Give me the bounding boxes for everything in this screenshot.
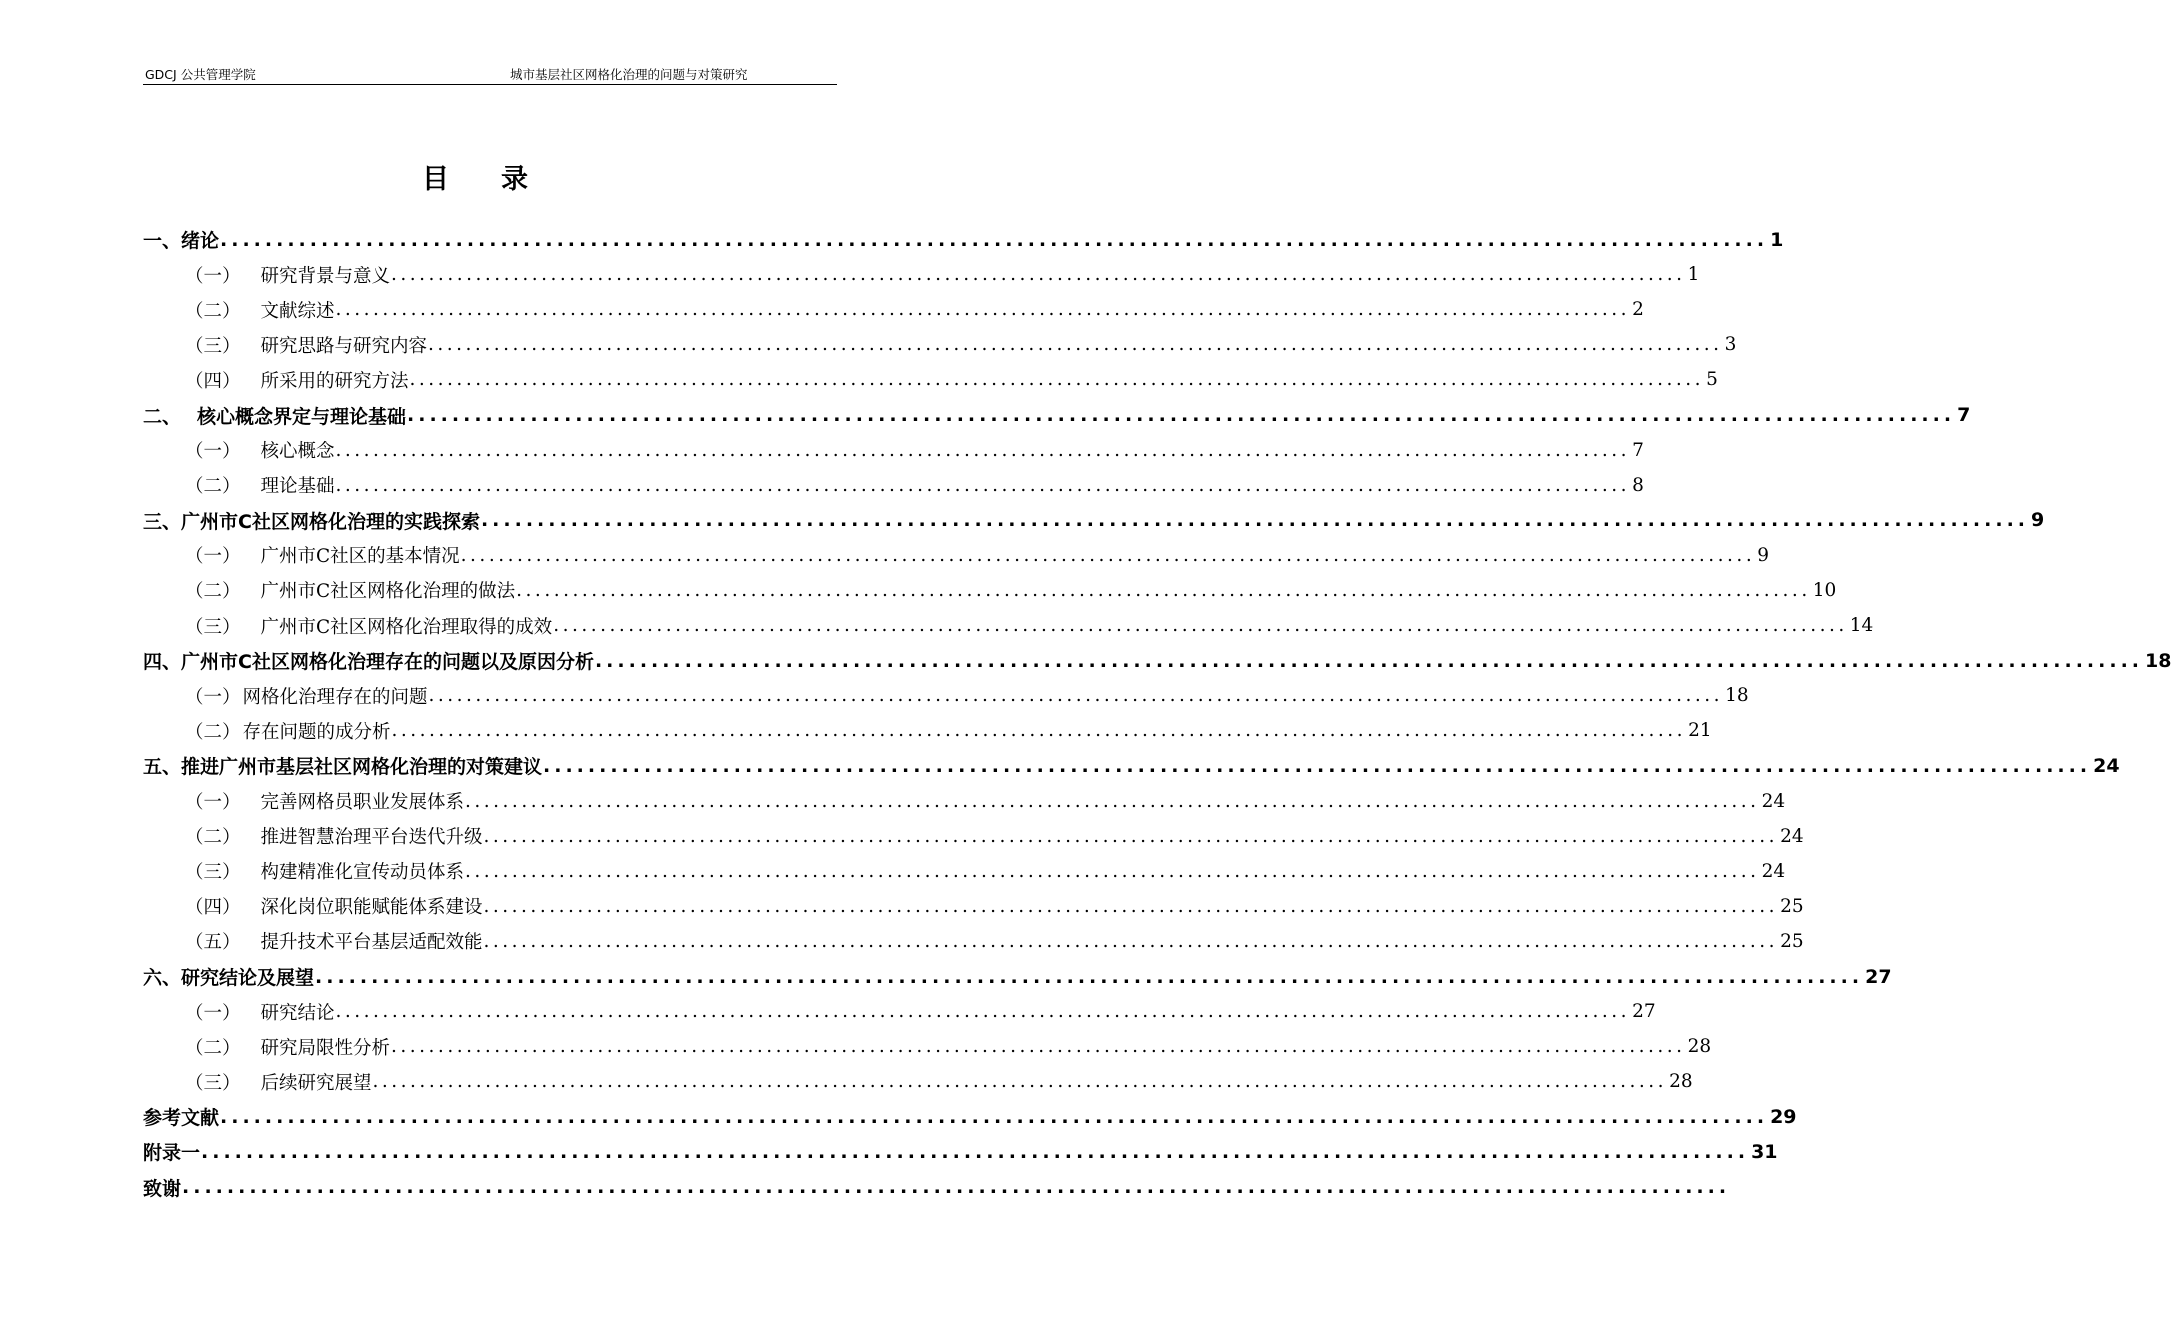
toc-entry-number: （一） [185,686,241,708]
toc-page-number: 24 [1780,825,1804,847]
toc-entry-number: （三） [185,616,241,638]
toc-leader-dots: .......................................................................................................................................... [220,1105,1769,1128]
toc-entry-title: 推进广州市基层社区网格化治理的对策建议 [181,756,543,779]
toc-section-entry[interactable] [143,854,1786,889]
toc-page-number: 31 [1751,1140,1778,1163]
toc-page-number: 28 [1669,1071,1693,1093]
toc-entry-title: 附录一 [143,1142,201,1165]
toc-section-entry[interactable] [143,327,1737,362]
toc-entry-title: 广州市C社区网格化治理存在的问题以及原因分析 [181,651,594,674]
toc-leader-dots: .......................................................................................................................................... [480,509,2030,532]
toc-entry-title: 致谢 [143,1177,182,1200]
toc-leader-dots: .......................................................................................................................................... [201,1140,1750,1163]
toc-leader-dots: .......................................................................................................................................... [553,615,1848,637]
header-institution: GDCJ 公共管理学院 [145,67,256,82]
toc-entry-title: 研究背景与意义 [260,265,391,287]
toc-leader-dots: .......................................................................................................................................... [543,754,2092,777]
toc-section-entry[interactable] [143,994,1656,1029]
toc-page-number: 18 [2145,649,2171,672]
toc-entry-number: （五） [185,932,241,954]
toc-entry-title: 广州市C社区的基本情况 [260,546,460,568]
toc-section-entry[interactable] [143,608,1874,643]
toc-entry-title: 研究结论 [260,1002,335,1024]
toc-page-number: 25 [1780,930,1804,952]
toc-entry-number: （一） [185,1002,241,1024]
toc-leader-dots: .......................................................................................................................................... [465,860,1760,882]
toc-page-number: 8 [1632,474,1644,496]
toc-section-entry[interactable] [143,433,1644,468]
toc-entry-title: 网格化治理存在的问题 [242,686,428,708]
toc-entry-number: 三、 [143,510,182,533]
toc-entry-title: 构建精准化宣传动员体系 [260,862,465,884]
toc-leader-dots: .......................................................................................................................................... [483,895,1779,917]
toc-entry-title: 核心概念 [260,441,335,463]
toc-leader-dots: .......................................................................................................................................... [315,965,1864,988]
toc-leader-dots: .......................................................................................................................................... [335,299,1631,321]
toc-leader-dots: .......................................................................................................................................... [594,649,2144,672]
toc-entry-title: 存在问题的成分析 [242,721,391,743]
toc-entry-number: （一） [185,792,241,814]
toc-chapter-entry[interactable] [143,1134,1778,1169]
toc-leader-dots: .......................................................................................................................................... [335,474,1631,496]
toc-leader-dots: .......................................................................................................................................... [372,1071,1668,1093]
toc-entry-number: （三） [185,335,241,357]
toc-entry-number: 二、 [143,405,182,428]
toc-chapter-entry[interactable] [143,643,2171,678]
toc-chapter-entry[interactable] [143,748,2120,783]
toc-chapter-entry[interactable] [143,222,1784,257]
toc-page-number: 7 [1957,404,1971,427]
toc-page-number: 18 [1725,685,1749,707]
toc-page-number: 21 [1688,720,1712,742]
toc-section-entry[interactable] [143,678,1749,713]
toc-title: 目录 [422,164,580,195]
toc-chapter-entry[interactable] [143,503,2045,538]
toc-page-number: 3 [1724,334,1737,356]
toc-page-number: 9 [1757,544,1769,566]
toc-leader-dots: .......................................................................................................................................... [391,1036,1686,1058]
toc-page-number: 24 [2093,754,2120,777]
toc-entry-number: （二） [185,476,241,498]
toc-entry-number: 五、 [143,756,182,779]
toc-page-number: 24 [1761,790,1786,812]
toc-entry-title: 文献综述 [260,300,335,322]
toc-page-number: 27 [1632,1001,1656,1023]
toc-entry-title: 理论基础 [260,476,335,498]
toc-page-number: 7 [1632,439,1644,461]
toc-leader-dots: .......................................................................................................................................... [182,1176,1731,1199]
toc-entry-title: 推进智慧治理平台迭代升级 [260,827,483,849]
header-thesis-title: 城市基层社区网格化治理的问题与对策研究 [510,67,748,82]
toc-entry-title: 提升技术平台基层适配效能 [260,932,483,954]
toc-entry-title: 广州市C社区网格化治理的做法 [260,581,516,603]
running-header [143,66,837,85]
toc-leader-dots: .......................................................................................................................................... [428,334,1723,356]
toc-page-number: 27 [1865,965,1892,988]
toc-entry-title: 绪论 [181,230,220,253]
toc-entry-title: 参考文献 [143,1107,220,1130]
toc-page-number: 1 [1770,228,1784,251]
toc-entry-title: 所采用的研究方法 [260,370,409,392]
toc-section-entry[interactable] [143,573,1837,608]
toc-section-entry[interactable] [143,713,1712,748]
toc-section-entry[interactable] [143,1064,1693,1099]
toc-entry-title: 研究思路与研究内容 [260,335,428,357]
toc-leader-dots: .......................................................................................................................................... [220,228,1769,251]
toc-leader-dots: .......................................................................................................................................... [483,825,1779,847]
toc-entry-number: （三） [185,1072,241,1094]
toc-leader-dots: .......................................................................................................................................... [516,579,1811,601]
toc-page-number: 10 [1812,579,1837,601]
toc-page-number: 1 [1687,264,1700,286]
toc-section-entry[interactable] [143,292,1644,327]
toc-leader-dots: .......................................................................................................................................... [335,1001,1631,1023]
toc-page-number: 28 [1687,1036,1712,1058]
toc-entry-title: 研究局限性分析 [260,1037,391,1059]
toc-entry-number: （二） [185,827,241,849]
toc-page-number: 29 [1770,1105,1797,1128]
toc-entry-title: 后续研究展望 [260,1072,372,1094]
toc-entry-title: 核心概念界定与理论基础 [197,405,407,428]
toc-entry-number: （四） [185,370,241,392]
toc-leader-dots: .......................................................................................................................................... [460,544,1756,566]
toc-entry-title: 广州市C社区网格化治理取得的成效 [260,616,553,638]
toc-entry-number: 六、 [143,967,182,990]
toc-section-entry[interactable] [143,538,1769,573]
toc-entry-number: （一） [185,265,241,287]
toc-page-number: 24 [1761,860,1786,882]
toc-entry-number: （一） [185,441,241,463]
toc-page-number: 2 [1632,299,1644,321]
toc-section-entry[interactable] [143,924,1804,959]
toc-leader-dots: .......................................................................................................................................... [483,930,1779,952]
toc-section-entry[interactable] [143,468,1644,503]
toc-section-entry[interactable] [143,257,1700,292]
toc-entry-number: （四） [185,897,241,919]
toc-section-entry[interactable] [143,889,1804,924]
toc-entry-number: （三） [185,862,241,884]
toc-chapter-entry[interactable] [143,1170,1731,1205]
toc-section-entry[interactable] [143,362,1718,397]
toc-section-entry[interactable] [143,784,1786,819]
toc-leader-dots: .......................................................................................................................................... [391,720,1687,742]
toc-section-entry[interactable] [143,1029,1712,1064]
toc-entry-title: 完善网格员职业发展体系 [260,792,465,814]
toc-page-number: 14 [1849,615,1874,637]
toc-page-number: 9 [2031,509,2045,532]
toc-section-entry[interactable] [143,819,1804,854]
toc-leader-dots: .......................................................................................................................................... [391,264,1686,286]
toc-chapter-entry[interactable] [143,397,1971,432]
toc-entry-number: （一） [185,546,241,568]
toc-entry-number: （二） [185,581,241,603]
toc-leader-dots: .......................................................................................................................................... [407,404,1956,427]
toc-entry-number: 一、 [143,230,182,253]
toc-page-number: 5 [1706,369,1718,391]
toc-entry-number: （二） [185,1037,241,1059]
toc-entry-title: 研究结论及展望 [181,967,315,990]
toc-chapter-entry[interactable] [143,1099,1797,1134]
toc-page-number: 25 [1780,895,1804,917]
toc-entry-title: 广州市C社区网格化治理的实践探索 [181,510,480,533]
toc-leader-dots: .......................................................................................................................................... [428,685,1724,707]
toc-entry-number: （二） [185,721,241,743]
toc-chapter-entry[interactable] [143,959,1892,994]
toc-leader-dots: .......................................................................................................................................... [465,790,1760,812]
toc-entry-title: 深化岗位职能赋能体系建设 [260,897,483,919]
toc-leader-dots: .......................................................................................................................................... [335,439,1631,461]
table-of-contents [143,222,2171,1205]
toc-leader-dots: .......................................................................................................................................... [409,369,1705,391]
toc-entry-number: （二） [185,300,241,322]
toc-entry-number: 四、 [143,651,182,674]
